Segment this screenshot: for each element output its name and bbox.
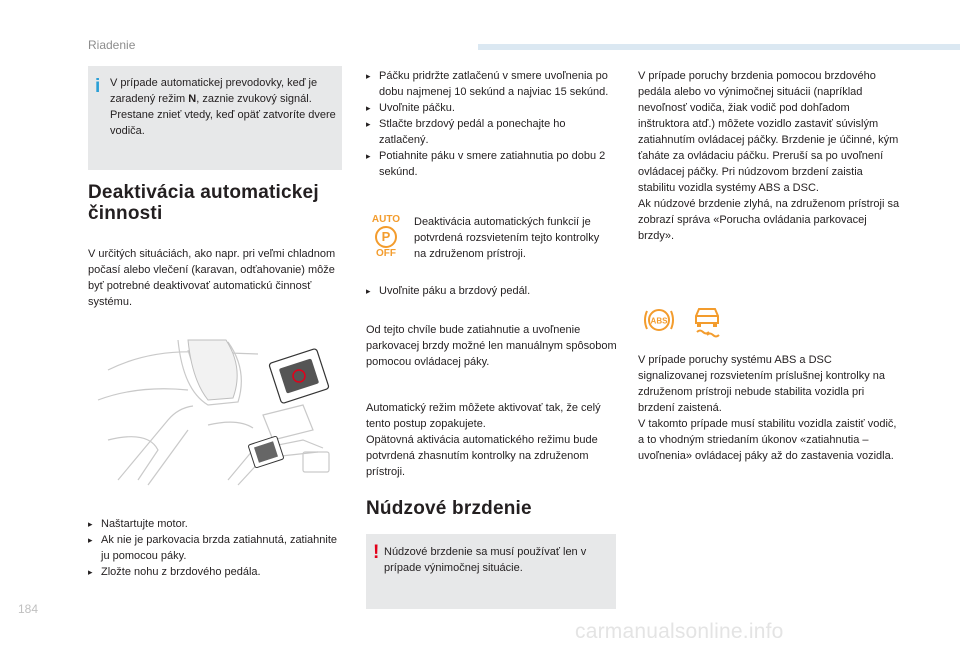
bullet-arrow-icon: ▸ bbox=[88, 535, 93, 545]
list-item: ▸ Potiahnite páku v smere zatiahnutia po dobu 2 sekúnd. bbox=[366, 150, 606, 178]
bullet-arrow-icon: ▸ bbox=[366, 286, 371, 296]
section-title-emergency-braking: Núdzové brzdenie bbox=[366, 498, 532, 519]
bullet-arrow-icon: ▸ bbox=[366, 103, 371, 113]
start-steps-list bbox=[88, 516, 338, 580]
deactivation-intro: V určitých situáciách, ako napr. pri veľmi chladnom počasí alebo vlečení (karavan, odťahovanie) môže byť potrebné deaktivovať automatickú činnosť systému. bbox=[88, 248, 336, 308]
list-item: ▸ Ak nie je parkovacia brzda zatiahnutá, zatiahnite ju pomocou páky. bbox=[88, 534, 338, 562]
console-drawing bbox=[88, 330, 342, 490]
abs-dsc-fault-paragraph: V prípade poruchy systému ABS a DSC signalizovanej rozsvietením príslušnej kontrolky na združenom prístroji nebude stabilita vozidla pri brzdení zaistená. V takomto prípade musí stabilitu vozidla zaistiť vodič, a to vhodným striedaním úkonov «zatiahnutia – uvoľnenia» ovládacej páky až do zastavenia vozidla. bbox=[638, 354, 897, 462]
list-item: ▸ Stlačte brzdový pedál a ponechajte ho zatlačený. bbox=[366, 118, 566, 146]
abs-warning-light-icon bbox=[642, 303, 676, 337]
p-circle: P bbox=[375, 226, 397, 248]
list-item: ▸ Zložte nohu z brzdového pedála. bbox=[88, 566, 261, 578]
list-item: ▸ Uvoľnite páčku. bbox=[366, 102, 455, 114]
info-icon: i bbox=[95, 76, 101, 97]
exclamation-icon: ! bbox=[373, 542, 380, 563]
info-box bbox=[88, 66, 342, 170]
list-item: ▸ Páčku pridržte zatlačenú v smere uvoľnenia po dobu najmenej 10 sekúnd a najviac 15 sekúnd. bbox=[366, 70, 609, 98]
auto-off-description: Deaktivácia automatických funkcií je potvrdená rozsvietením tejto kontrolky na združenom prístroji. bbox=[414, 216, 600, 260]
svg-text:ABS: ABS bbox=[650, 316, 668, 326]
list-item: ▸ Naštartujte motor. bbox=[88, 518, 188, 530]
section-header: Riadenie bbox=[88, 38, 136, 52]
bullet-arrow-icon: ▸ bbox=[88, 519, 93, 529]
emergency-braking-paragraph: V prípade poruchy brzdenia pomocou brzdového pedála alebo vo výnimočnej situácii (napríklad nevoľnosť vodiča, žiak vodič pod dohľadom inštruktora atď.) môžete vozidlo zastaviť súvislým zatiahnutím ovládacej páčky. Brzdenie je účinné, kým ťaháte za ovládaciu páčku. Preruší sa po uvoľnení ovládacej páčky. Pri núdzovom brzdení zaistia stabilitu vozidla systémy ABS a DSC. Ak núdzové brzdenie zlyhá, na združenom prístroji sa zobrazí správa «Porucha ovládania parkovacej brzdy». bbox=[638, 70, 900, 242]
bullet-arrow-icon: ▸ bbox=[366, 151, 371, 161]
bullet-arrow-icon: ▸ bbox=[366, 119, 371, 129]
bullet-arrow-icon: ▸ bbox=[366, 71, 371, 81]
dsc-warning-light-icon bbox=[688, 300, 726, 338]
watermark: carmanualsonline.info bbox=[575, 620, 784, 643]
warning-text: Núdzové brzdenie sa musí používať len v prípade výnimočnej situácie. bbox=[384, 546, 587, 574]
manual-mode-paragraph: Od tejto chvíle bude zatiahnutie a uvoľnenie parkovacej brzdy možné len manuálnym spôsobom pomocou ovládacej páky. bbox=[366, 324, 617, 368]
list-item: ▸ Uvoľnite páku a brzdový pedál. bbox=[366, 285, 531, 297]
release-step bbox=[366, 283, 618, 299]
auto-off-warning-light-icon: AUTO P OFF bbox=[371, 214, 401, 259]
info-text: V prípade automatickej prevodovky, keď je zaradený režim N, zaznie zvukový signál. Prestane znieť vtedy, keď opäť zatvoríte dvere vodiča. bbox=[110, 77, 336, 137]
warning-box bbox=[366, 534, 616, 609]
bullet-arrow-icon: ▸ bbox=[88, 567, 93, 577]
release-steps-list bbox=[366, 68, 618, 180]
header-bar bbox=[478, 44, 960, 50]
parking-brake-illustration bbox=[88, 330, 342, 490]
section-title-deactivation: Deaktivácia automatickej činnosti bbox=[88, 182, 319, 224]
reactivation-paragraph: Automatický režim môžete aktivovať tak, že celý tento postup zopakujete. Opätovná aktivácia automatického režimu bude potvrdená zhasnutím kontrolky na združenom prístroji. bbox=[366, 402, 601, 478]
page-number: 184 bbox=[18, 602, 39, 616]
